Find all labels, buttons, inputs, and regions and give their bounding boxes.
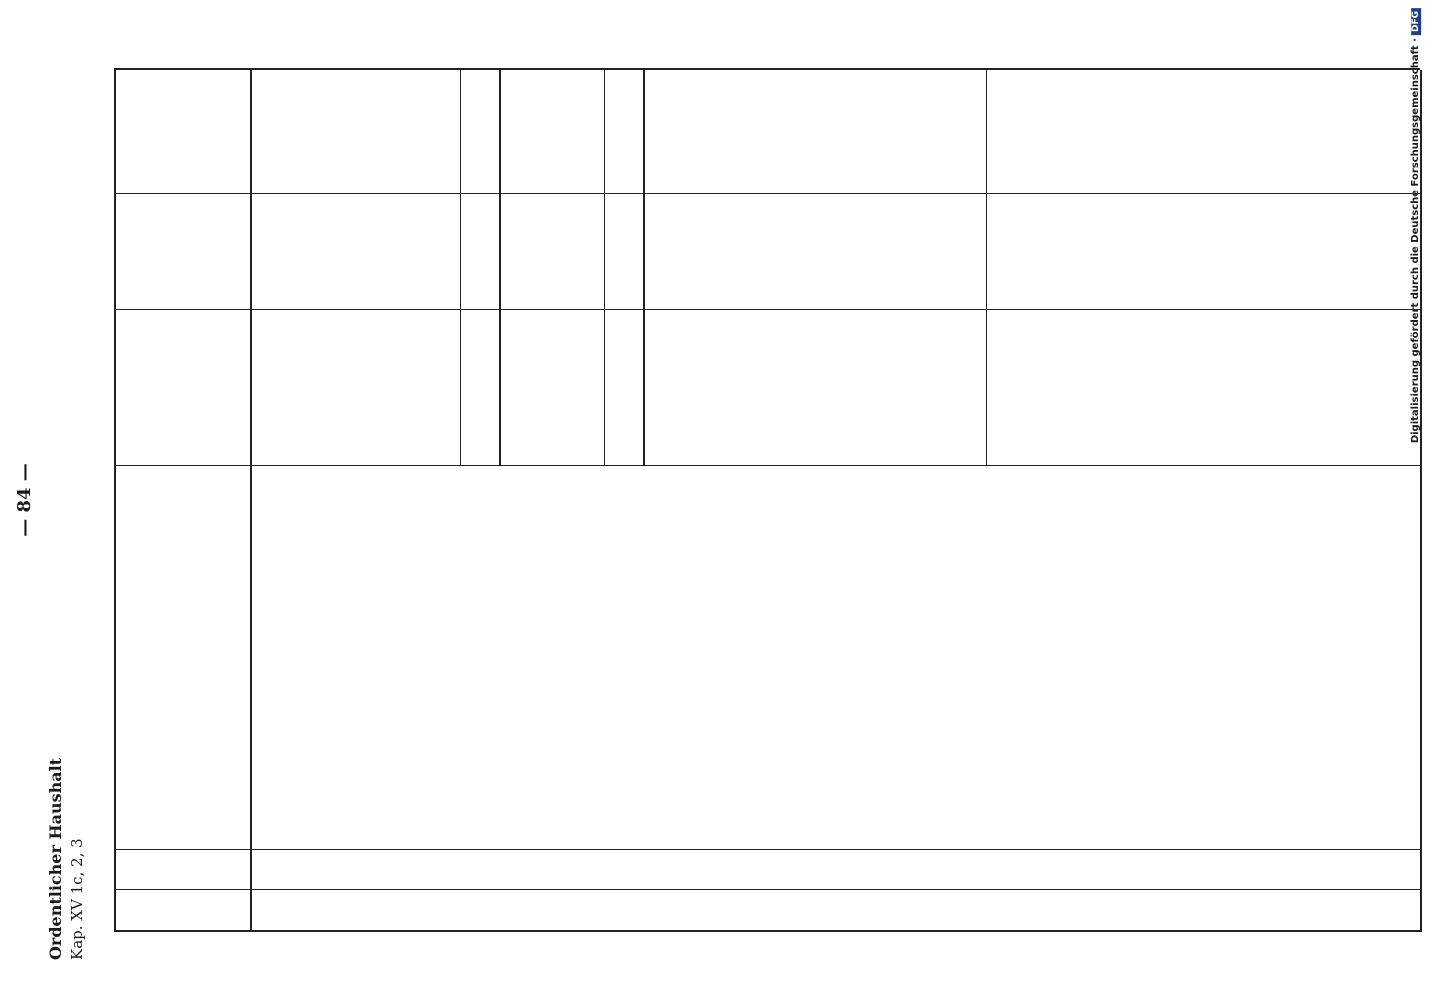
total-rule: [986, 70, 987, 466]
table-top-rule: [114, 70, 116, 932]
column-rule: [114, 849, 1420, 850]
total-rule: [460, 70, 461, 466]
budget-title: Ordentlicher Haushalt: [46, 757, 65, 960]
table-bottom-rule: [1420, 70, 1422, 932]
section-rule: [643, 70, 645, 466]
section-rule: [499, 70, 501, 466]
total-rule: [604, 70, 605, 466]
column-rule: [114, 889, 1420, 890]
chapter-subtitle: Kap. XV 1c, 2, 3: [68, 838, 86, 960]
column-rule: [114, 465, 1420, 466]
digitization-text: Digitalisierung gefördert durch die Deutsche Forschungsgemeinschaft ·: [1410, 38, 1421, 444]
column-rule: [114, 68, 1420, 70]
page-number: — 84 —: [14, 463, 35, 537]
column-rule: [114, 930, 1420, 932]
column-rule: [114, 193, 1420, 194]
column-rule: [114, 309, 1420, 310]
dfg-logo: DFG: [1411, 8, 1421, 35]
header-bottom-rule: [250, 70, 252, 932]
